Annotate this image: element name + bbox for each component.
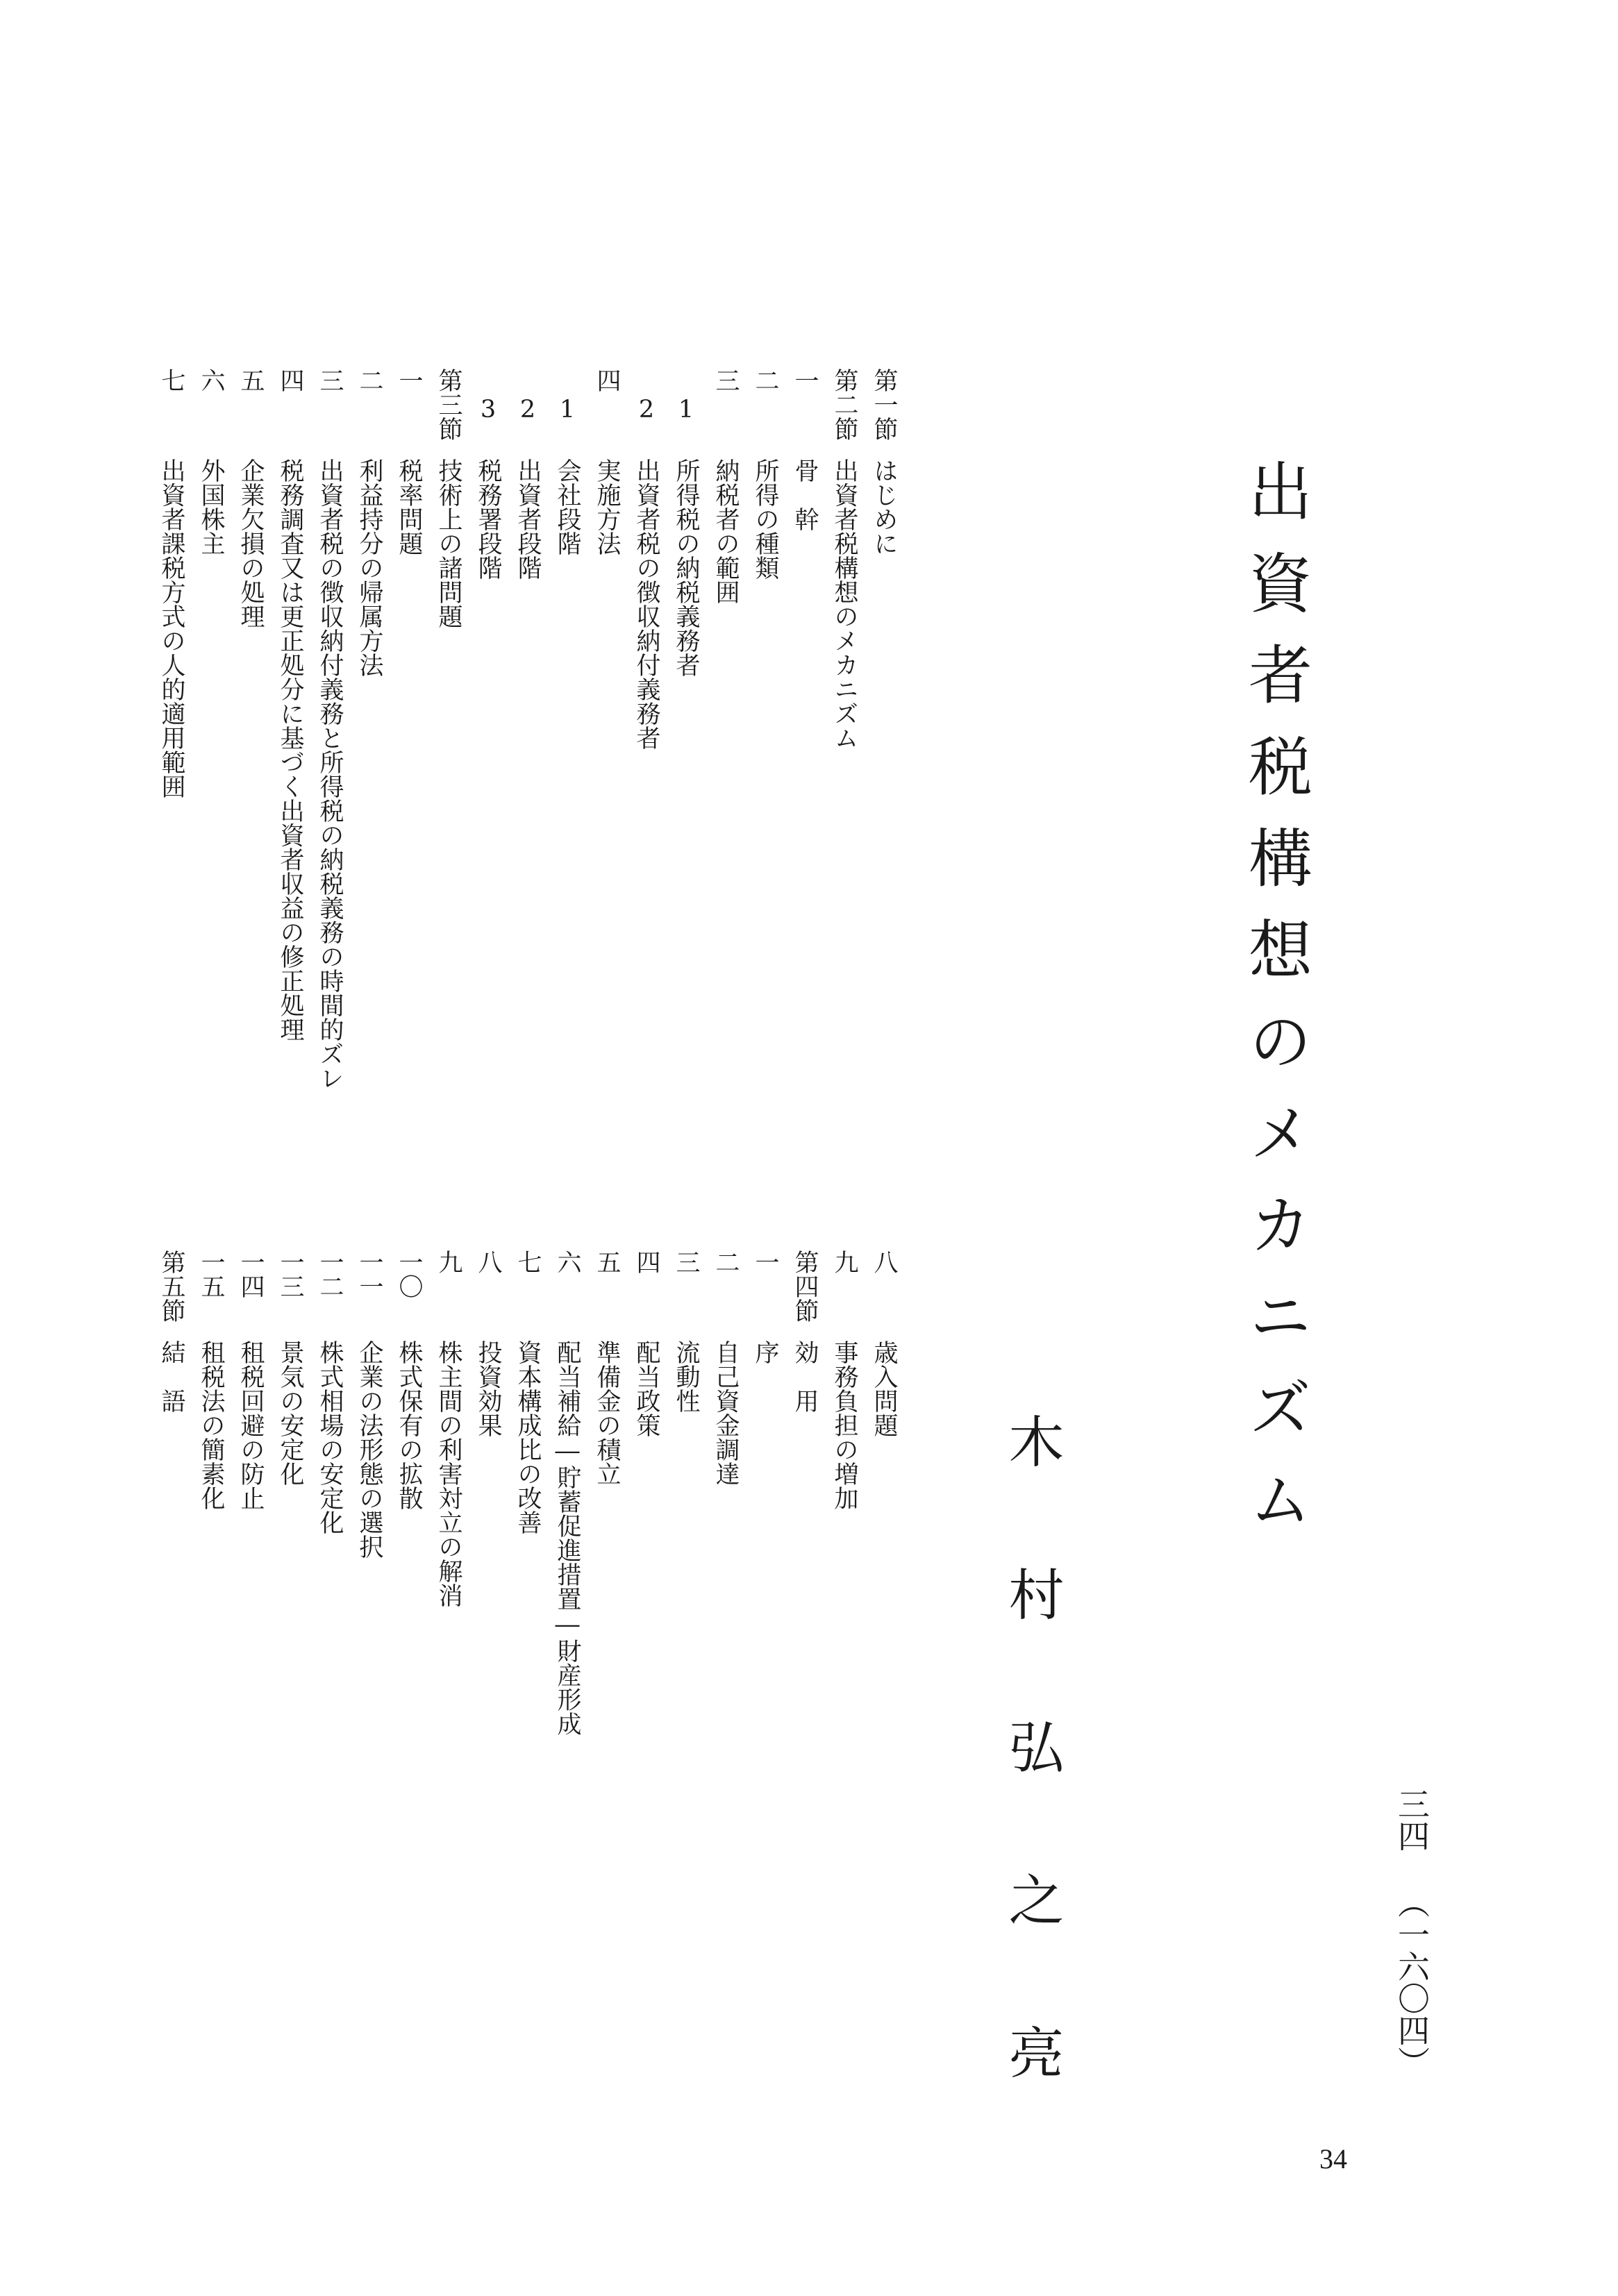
- toc-entry-number: 1: [672, 396, 700, 424]
- toc-entry-label: 株式相場の安定化: [316, 1340, 344, 1534]
- toc-entry-number: 一一: [356, 1250, 383, 1298]
- toc-entry-number: 一〇: [395, 1250, 423, 1298]
- toc-entry-label: 租税法の簡素化: [197, 1340, 225, 1510]
- toc-entry-number: 二: [712, 1250, 740, 1274]
- toc-entry: [555, 1250, 579, 1736]
- toc-entry-number: 一五: [197, 1250, 225, 1298]
- toc-entry-number: 七: [158, 368, 185, 392]
- toc-entry-label: 所得税の納税義務者: [672, 458, 700, 677]
- toc-entry-label: はじめに: [870, 458, 898, 555]
- toc-entry: [278, 368, 302, 1041]
- toc-entry: [397, 368, 421, 555]
- toc-entry: [436, 368, 460, 628]
- toc-entry-label: 景気の安定化: [276, 1340, 304, 1486]
- toc-entry: [674, 368, 698, 677]
- toc-entry-number: 三: [712, 368, 740, 392]
- toc-entry-label: 株式保有の拡散: [395, 1340, 423, 1510]
- toc-entry: [792, 368, 817, 531]
- page-reference: [1393, 1788, 1431, 2078]
- toc-entry-label: 技術上の諸問題: [435, 458, 462, 628]
- toc-entry: [594, 1250, 619, 1486]
- toc-entry-label: 企業欠損の処理: [237, 458, 265, 628]
- toc-entry-label: 投資効果: [474, 1340, 502, 1437]
- toc-entry-label: 出資者税の徴収納付義務者: [633, 458, 660, 750]
- toc-entry-label: 税務署段階: [474, 458, 502, 580]
- toc-entry-number: 第一節: [870, 368, 898, 441]
- toc-entry: [476, 368, 500, 580]
- toc-entry: [357, 1250, 381, 1559]
- toc-entry-label: 流動性: [672, 1340, 700, 1413]
- page-number: 34: [1319, 2143, 1347, 2175]
- article-title: 出資者税構想のメカニズム: [1238, 458, 1312, 1558]
- toc-entry: [515, 1250, 540, 1534]
- toc-entry-label: 結 語: [158, 1340, 185, 1413]
- toc-entry-label: 出資者税構想のメカニズム: [831, 458, 858, 750]
- toc-entry-label: 骨 幹: [791, 458, 819, 531]
- toc-entry: [832, 1250, 856, 1510]
- toc-entry-label: 利益持分の帰属方法: [356, 458, 383, 677]
- toc-entry-label: 企業の法形態の選択: [356, 1340, 383, 1559]
- toc-entry: [832, 368, 856, 750]
- toc-entry: [871, 368, 896, 555]
- toc-entry: [515, 368, 540, 580]
- toc-entry-label: 会社段階: [553, 458, 581, 555]
- toc-entry-label: 租税回避の防止: [237, 1340, 265, 1510]
- toc-entry-label: 税率問題: [395, 458, 423, 555]
- toc-entry-number: 一三: [276, 1250, 304, 1298]
- toc-entry: [436, 1250, 460, 1607]
- toc-entry-number: 一二: [316, 1250, 344, 1298]
- toc-entry: [712, 1250, 740, 1486]
- toc-entry-label: 資本構成比の改善: [514, 1340, 542, 1534]
- toc-entry-number: 第二節: [831, 368, 858, 441]
- toc-entry-number: 一四: [237, 1250, 265, 1298]
- toc-entry-number: 三: [316, 368, 344, 392]
- toc-entry: [634, 1250, 658, 1437]
- toc-entry-number: 二: [751, 368, 779, 392]
- toc-entry: [278, 1250, 302, 1486]
- toc-entry-label: 配当補給―貯蓄促進措置―財産形成: [553, 1340, 581, 1736]
- toc-entry-number: 四: [276, 368, 304, 392]
- toc-entry-label: 配当政策: [633, 1340, 660, 1437]
- toc-entry-number: 六: [553, 1250, 581, 1274]
- toc-entry: [674, 1250, 698, 1413]
- toc-entry-number: 三: [672, 1250, 700, 1274]
- toc-entry: [159, 368, 183, 798]
- toc-entry-number: 一: [791, 368, 819, 392]
- toc-entry-number: 二: [356, 368, 383, 392]
- toc-entry-number: 九: [435, 1250, 462, 1274]
- toc-entry-label: 出資者税の徴収納付義務と所得税の納税義務の時間的ズレ: [316, 458, 344, 1090]
- toc-entry-number: 一: [395, 368, 423, 392]
- toc-entry: [555, 368, 579, 555]
- toc-entry-label: 所得の種類: [751, 458, 779, 580]
- toc-entry: [159, 1250, 183, 1413]
- page-ref-main: 三四: [1393, 1788, 1431, 1852]
- toc-entry-label: 株主間の利害対立の解消: [435, 1340, 462, 1607]
- toc-entry: [712, 368, 740, 604]
- toc-entry: [237, 368, 265, 628]
- toc-entry-label: 納税者の範囲: [712, 458, 740, 604]
- toc-entry-label: 準備金の積立: [593, 1340, 621, 1486]
- toc-entry: [753, 1250, 777, 1364]
- toc-entry: [476, 1250, 500, 1437]
- toc-entry-label: 税務調査又は更正処分に基づく出資者収益の修正処理: [276, 458, 304, 1041]
- page-ref-sub: （一六〇四）: [1393, 1886, 1431, 2078]
- toc-entry-label: 自己資金調達: [712, 1340, 740, 1486]
- toc-entry: [199, 368, 223, 555]
- toc-entry: [753, 368, 777, 580]
- toc-entry-number: 第五節: [158, 1250, 185, 1323]
- toc-entry-label: 出資者段階: [514, 458, 542, 580]
- toc-entry-number: 四: [633, 1250, 660, 1274]
- toc-entry: [871, 1250, 896, 1437]
- toc-entry-number: 八: [474, 1250, 502, 1274]
- author-name: 木村弘之亮: [999, 1413, 1064, 2177]
- toc-entry: [317, 368, 342, 1090]
- toc-entry: [634, 368, 658, 750]
- toc-entry-number: 3: [474, 396, 502, 424]
- toc-entry-number: 七: [514, 1250, 542, 1274]
- toc-entry-label: 効 用: [791, 1340, 819, 1413]
- toc-entry-number: 1: [553, 396, 581, 424]
- toc-entry: [397, 1250, 421, 1510]
- toc-entry: [357, 368, 381, 677]
- toc-entry-label: 序: [751, 1340, 779, 1364]
- toc-entry-label: 実施方法: [593, 458, 621, 555]
- toc-entry-number: 五: [593, 1250, 621, 1274]
- toc-entry-number: 第四節: [791, 1250, 819, 1323]
- toc-entry: [594, 368, 619, 555]
- toc-entry-number: 第三節: [435, 368, 462, 441]
- toc-entry-label: 出資者課税方式の人的適用範囲: [158, 458, 185, 798]
- toc-entry-label: 外国株主: [197, 458, 225, 555]
- toc-entry-number: 八: [870, 1250, 898, 1274]
- toc-entry-number: 六: [197, 368, 225, 392]
- toc-entry: [317, 1250, 342, 1534]
- toc-entry-number: 一: [751, 1250, 779, 1274]
- toc-entry: [199, 1250, 223, 1510]
- toc-entry: [237, 1250, 265, 1510]
- toc-entry-label: 事務負担の増加: [831, 1340, 858, 1510]
- toc-entry-number: 2: [633, 396, 660, 424]
- toc-entry-label: 歳入問題: [870, 1340, 898, 1437]
- toc-entry-number: 九: [831, 1250, 858, 1274]
- toc-entry-number: 2: [514, 396, 542, 424]
- toc-entry: [792, 1250, 817, 1413]
- toc-entry-number: 五: [237, 368, 265, 392]
- toc-entry-number: 四: [593, 368, 621, 392]
